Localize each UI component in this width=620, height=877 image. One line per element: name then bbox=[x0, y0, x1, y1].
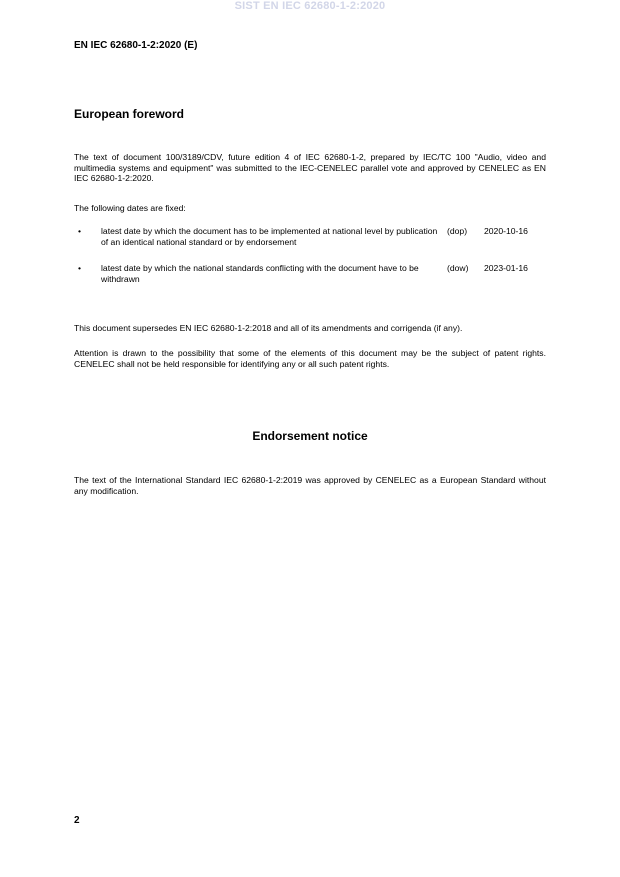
foreword-paragraph-1: The text of document 100/3189/CDV, future edition 4 of IEC 62680-1-2, prepared by IEC/TC 100 "Audio, video and multimedia systems and equipment" was submitted to the IEC-CENELEC parallel vote and approved by CENELEC as EN IEC 62680-1-2:2020. bbox=[74, 152, 546, 184]
endorsement-paragraph: The text of the International Standard IEC 62680-1-2:2019 was approved by CENELEC as a European Standard without any modification. bbox=[74, 475, 546, 496]
date-row-dop bbox=[74, 226, 546, 250]
document-id-header: EN IEC 62680-1-2:2020 (E) bbox=[74, 40, 198, 51]
date-code: (dop) bbox=[447, 226, 468, 236]
date-description: latest date by which the national standards conflicting with the document have to be withdrawn bbox=[101, 263, 419, 284]
date-row-dow bbox=[74, 263, 546, 287]
dates-intro: The following dates are fixed: bbox=[74, 203, 186, 213]
supersedes-paragraph: This document supersedes EN IEC 62680-1-2:2018 and all of its amendments and corrigenda (if any). bbox=[74, 323, 463, 333]
date-value: 2020-10-16 bbox=[484, 226, 528, 236]
bullet-icon: • bbox=[78, 226, 82, 236]
endorsement-heading: Endorsement notice bbox=[252, 429, 368, 443]
date-code: (dow) bbox=[447, 263, 469, 273]
page-number: 2 bbox=[74, 815, 80, 826]
patent-paragraph: Attention is drawn to the possibility that some of the elements of this document may be the subject of patent rights. CENELEC shall not be held responsible for identifying any or all such patent rights. bbox=[74, 348, 546, 369]
date-description: latest date by which the document has to be implemented at national level by publication of an identical national standard or by endorsement bbox=[101, 226, 438, 247]
foreword-heading: European foreword bbox=[74, 107, 185, 121]
bullet-icon: • bbox=[78, 263, 82, 273]
watermark-text: SIST EN IEC 62680-1-2:2020 bbox=[234, 0, 386, 12]
date-value: 2023-01-16 bbox=[484, 263, 528, 273]
